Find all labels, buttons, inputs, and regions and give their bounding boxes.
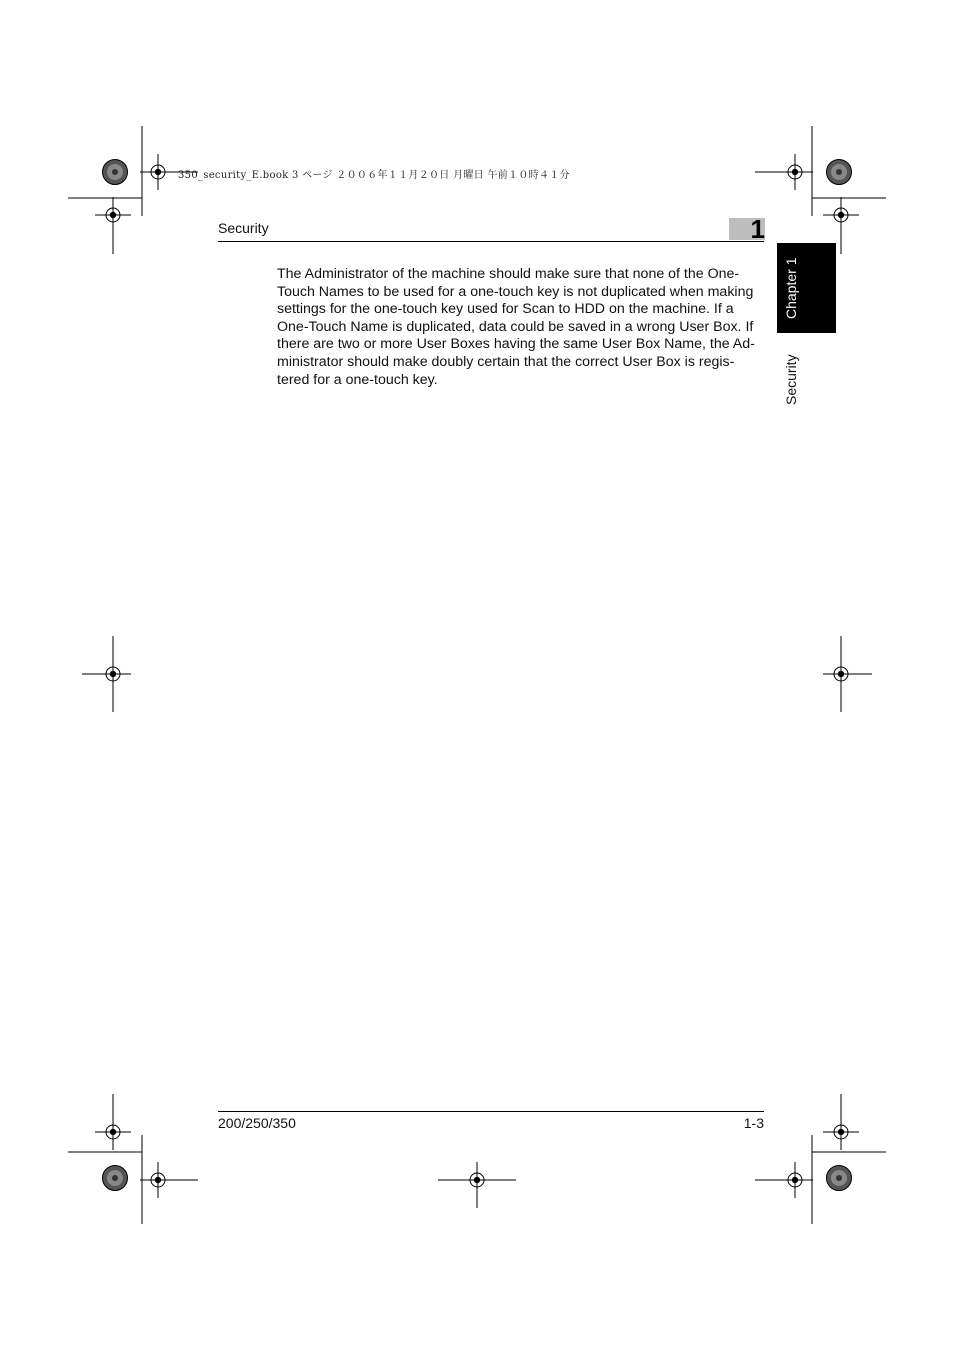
section-tab-label: Security [783, 354, 799, 406]
body-line: Touch Names to be used for a one-touch key is not duplicated when making [277, 283, 754, 300]
star-target-icon [103, 1166, 128, 1191]
body-line: One-Touch Name is duplicated, data could be saved in a wrong User Box. If [277, 318, 754, 335]
body-line: The Administrator of the machine should make sure that none of the One- [277, 266, 740, 282]
footer-page-number: 1-3 [743, 1115, 764, 1131]
print-slug-line: 350_security_E.book 3 ページ ２００６年１１月２０日 月曜日 午前１０時４１分 [178, 170, 570, 181]
star-target-icon [103, 160, 128, 185]
running-head-title: Security [218, 220, 269, 236]
body-line: settings for the one-touch key used for Scan to HDD on the machine. If a [277, 301, 734, 318]
star-target-icon [827, 1166, 852, 1191]
chapter-number: 1 [750, 214, 765, 244]
chapter-tab-label: Chapter 1 [783, 257, 799, 319]
body-line: tered for a one-touch key. [277, 371, 438, 388]
footer-model: 200/250/350 [218, 1115, 296, 1131]
star-target-icon [827, 160, 852, 185]
body-line: there are two or more User Boxes having the same User Box Name, the Ad- [277, 336, 755, 353]
body-line: ministrator should make doubly certain that the correct User Box is regis- [277, 353, 735, 370]
